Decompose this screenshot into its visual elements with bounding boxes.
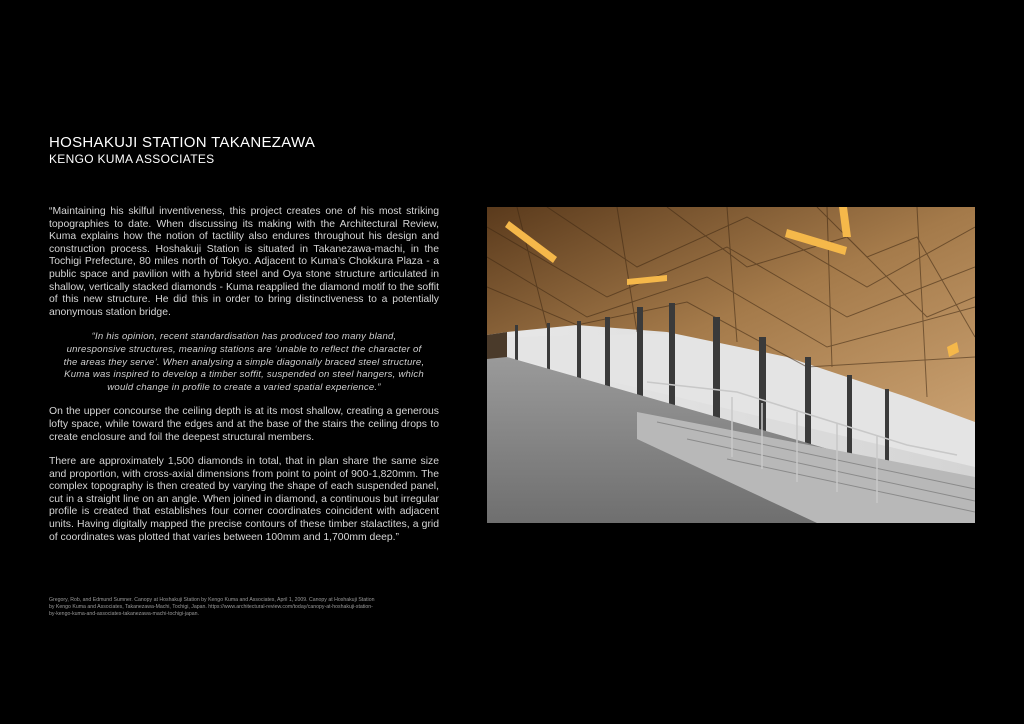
page-title: HOSHAKUJI STATION TAKANEZAWA <box>49 134 316 151</box>
paragraph-diamonds: There are approximately 1,500 diamonds in total, that in plan share the same size and proportion, with cross-axial dimensions from point to point of 900-1,820mm. The complex topography is then created by varying the shape of each suspended panel, cut in a straight line on an angle. When joined in diamond, a continuous but irregular profile is created that establishes four corner coordinates coincident with adjacent units. Having digitally mapped the precise contours of these timber stalactites, a grid of coordinates was plotted that varies between 100mm and 1,700mm deep.” <box>49 456 439 543</box>
reference-citation: Gregory, Rob, and Edmund Sumner. Canopy at Hoshakuji Station by Kengo Kuma and Associates, April 1, 2009. Canopy at Hoshakuji Station by Kengo Kuma and Associates, Takanezawa-Machi, Tochigi, Japan. https://www.architectural-review.com/today/canopy-at-hoshakuji-station-by-kengo-kuma-and-associates-takanezawa-machi-tochigi-japan. <box>49 597 375 617</box>
paragraph-intro: “Maintaining his skilful inventiveness, this project creates one of his most striking topographies to date. When discussing its making with the Architectural Review, Kuma explains how the notion of tactility also endures throughout his design and construction process. Hoshakuji Station is situated in Takanezawa-machi, in the Tochigi Prefecture, 80 miles north of Tokyo. Adjacent to Kuma’s Chokkura Plaza - a public space and pavilion with a hybrid steel and Oya stone structure articulated in shallow, vertically stacked diamonds - Kuma reapplied the diamond motif to the soffit of this new structure. He did this in order to bring distinctiveness to a potentially anonymous station bridge. <box>49 206 439 318</box>
page-subtitle: KENGO KUMA ASSOCIATES <box>49 152 215 166</box>
title-block <box>49 134 315 167</box>
body-text <box>49 206 439 544</box>
quote-block: “In his opinion, recent standardisation has produced too many bland, unresponsive structures, meaning stations are ‘unable to reflect the character of the areas they serve’. When analysing a simple diagonally braced steel structure, Kuma was inspired to develop a timber soffit, suspended on steel hangers, which would change in profile to create a varied spatial experience.” <box>63 331 425 393</box>
station-photo-illustration <box>487 207 975 523</box>
paragraph-concourse: On the upper concourse the ceiling depth is at its most shallow, creating a generous lofty space, while toward the edges and at the base of the stairs the ceiling drops to create enclosure and foil the deepest structural members. <box>49 406 439 443</box>
station-photo <box>487 207 975 523</box>
